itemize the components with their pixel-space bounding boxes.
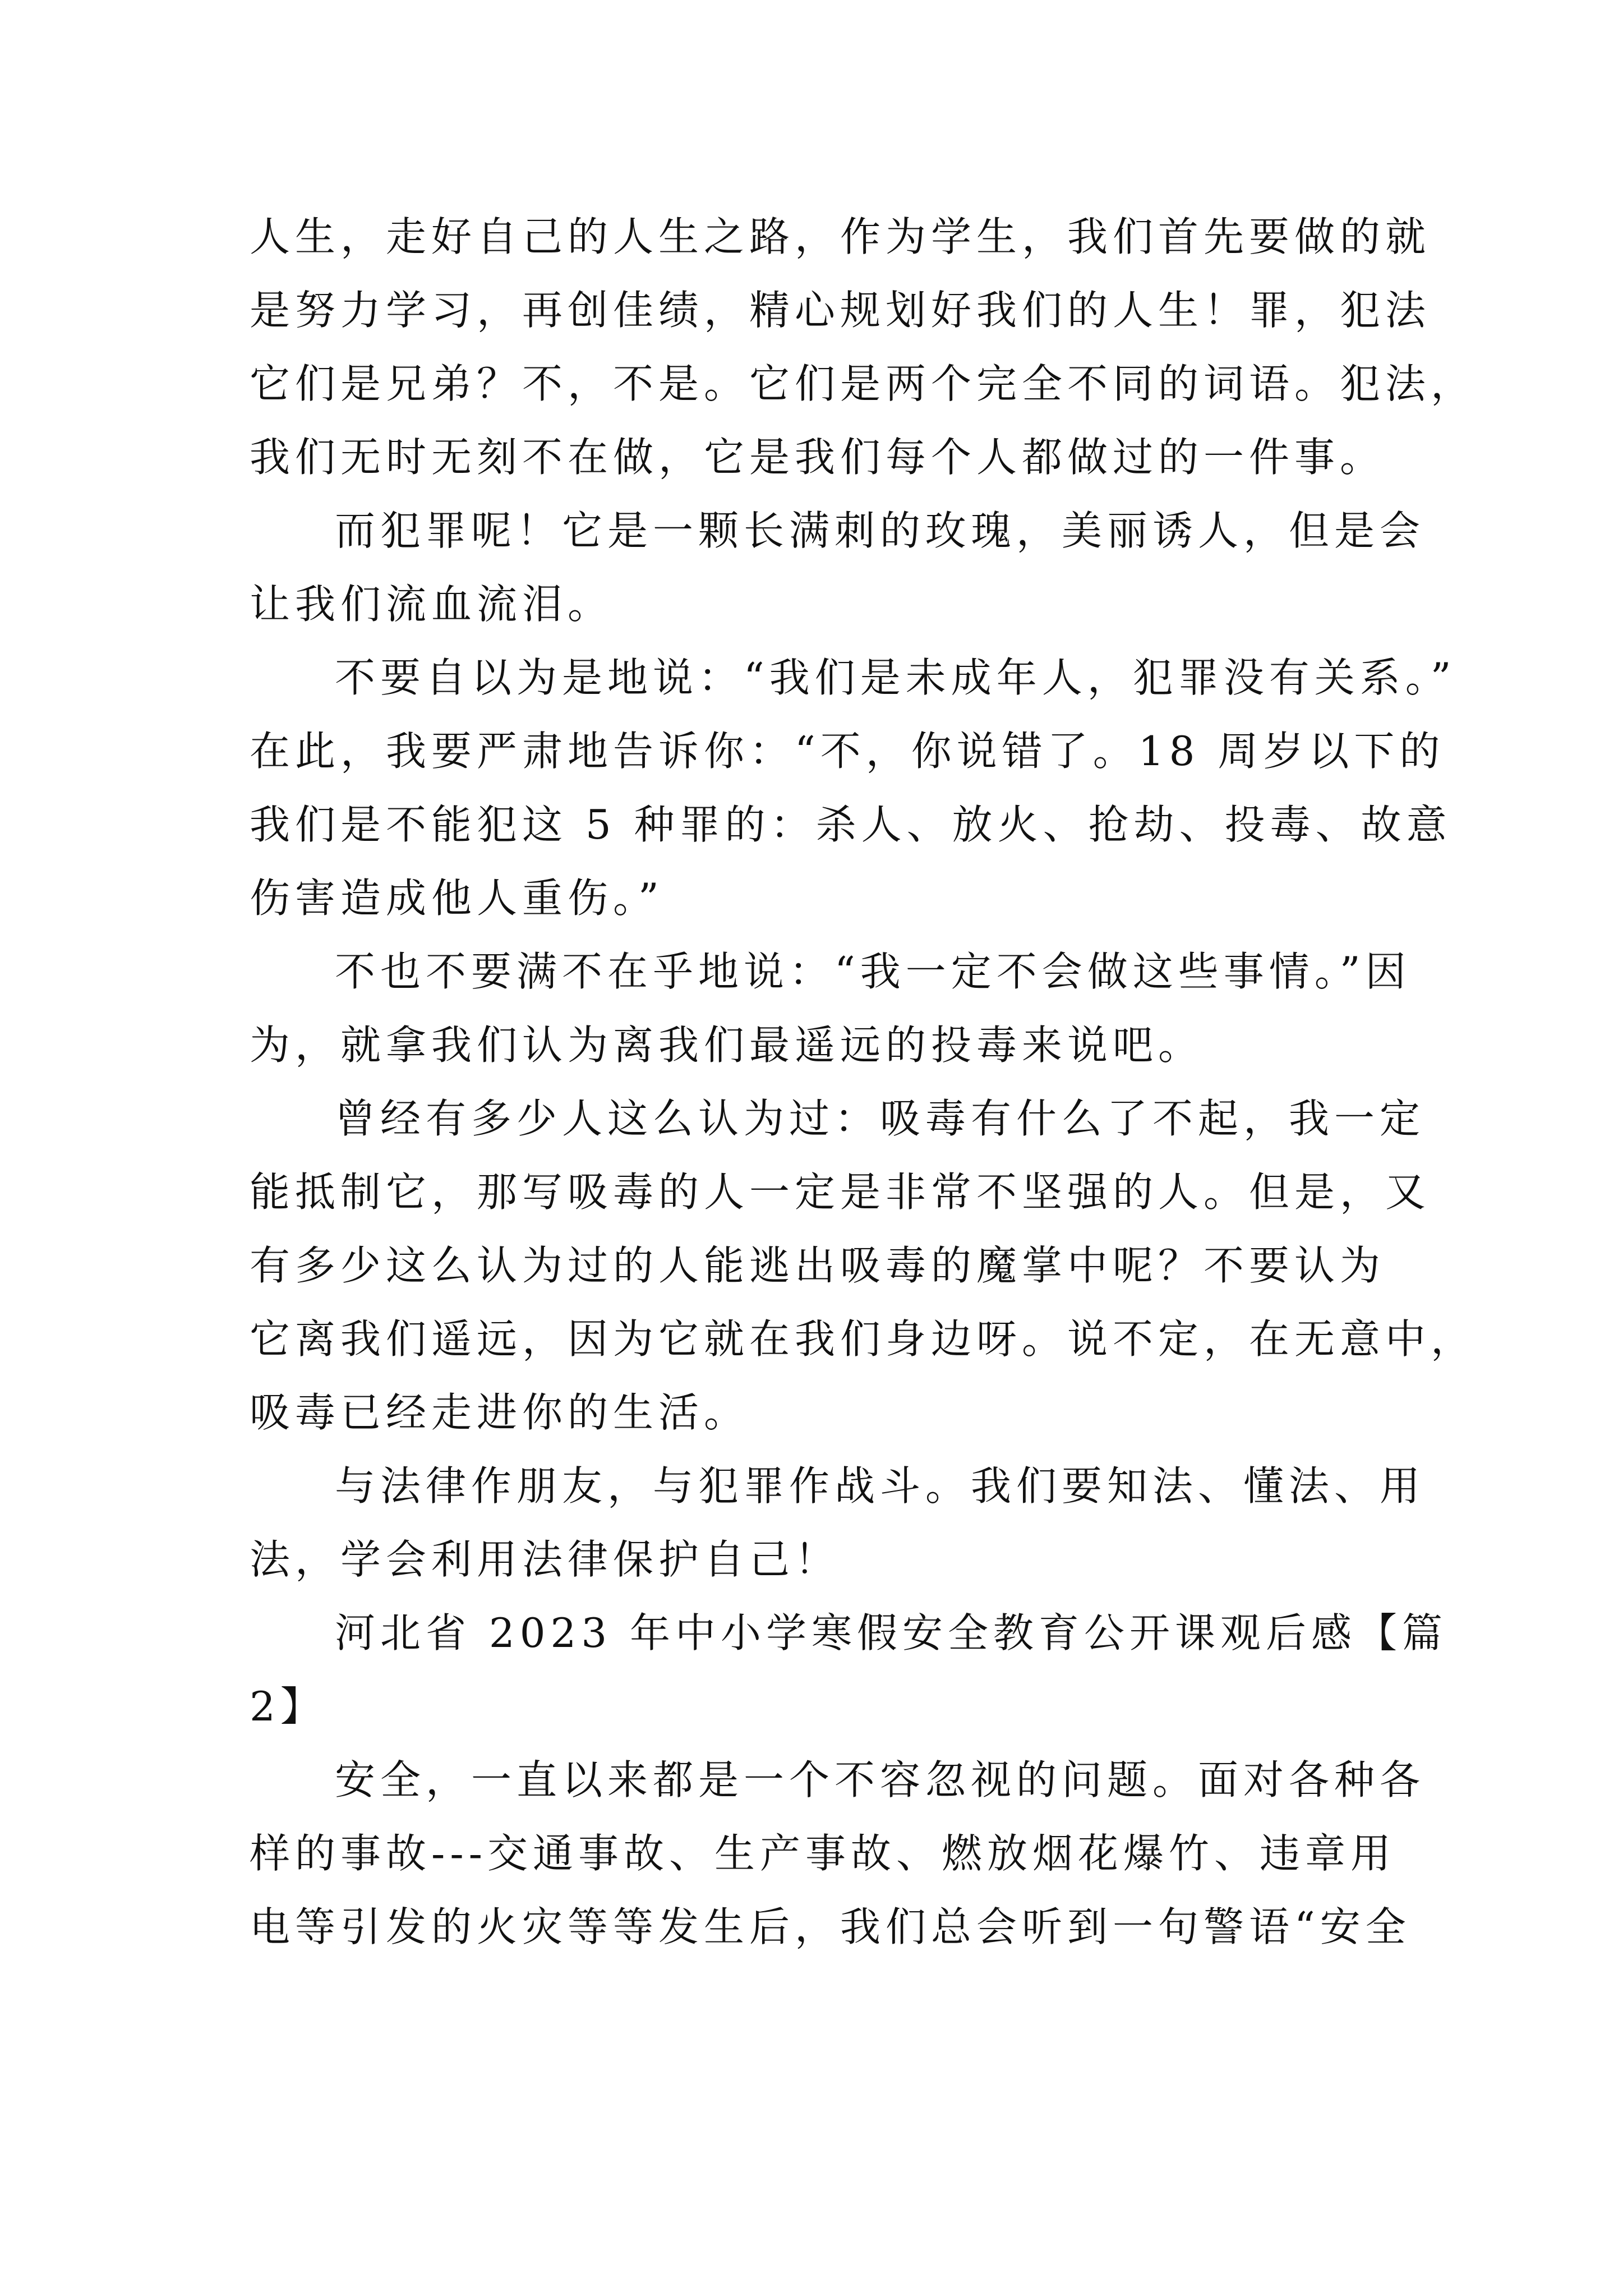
text-line: 有多少这么认为过的人能逃出吸毒的魔掌中呢？不要认为 — [250, 1242, 1386, 1289]
section-heading-continued: 2】 — [250, 1683, 326, 1730]
paragraph-start: 而犯罪呢！它是一颗长满刺的玫瑰，美丽诱人，但是会 — [335, 507, 1426, 554]
paragraph-start: 安全，一直以来都是一个不容忽视的问题。面对各种各 — [335, 1756, 1426, 1803]
paragraph-start: 不也不要满不在乎地说：“我一定不会做这些事情。”因 — [335, 948, 1411, 995]
paragraph-start: 曾经有多少人这么认为过：吸毒有什么了不起，我一定 — [335, 1095, 1426, 1142]
text-line: 样的事故---交通事故、生产事故、燃放烟花爆竹、违章用 — [250, 1830, 1396, 1877]
text-line: 让我们流血流泪。 — [250, 581, 614, 628]
text-line: 我们无时无刻不在做，它是我们每个人都做过的一件事。 — [250, 434, 1386, 481]
text-line: 在此，我要严肃地告诉你：“不，你说错了。18 周岁以下的 — [250, 728, 1445, 775]
text-line: 是努力学习，再创佳绩，精心规划好我们的人生！罪，犯法 — [250, 287, 1431, 334]
text-line: 电等引发的火灾等等发生后，我们总会听到一句警语“安全 — [250, 1903, 1411, 1950]
paragraph-start: 不要自以为是地说：“我们是未成年人，犯罪没有关系。” — [335, 654, 1456, 701]
paragraph-start: 与法律作朋友，与犯罪作战斗。我们要知法、懂法、用 — [335, 1462, 1426, 1510]
text-line: 它们是兄弟？不，不是。它们是两个完全不同的词语。犯法， — [250, 360, 1477, 407]
text-line: 我们是不能犯这 5 种罪的：杀人、放火、抢劫、投毒、故意 — [250, 801, 1452, 848]
text-line: 能抵制它，那写吸毒的人一定是非常不坚强的人。但是，又 — [250, 1168, 1431, 1216]
text-line: 伤害造成他人重伤。” — [250, 875, 664, 922]
text-line: 人生，走好自己的人生之路，作为学生，我们首先要做的就 — [250, 213, 1431, 260]
text-line: 为，就拿我们认为离我们最遥远的投毒来说吧。 — [250, 1022, 1204, 1069]
text-line: 它离我们遥远，因为它就在我们身边呀。说不定，在无意中， — [250, 1315, 1477, 1363]
text-line: 法，学会利用法律保护自己！ — [250, 1536, 841, 1583]
section-heading: 河北省 2023 年中小学寒假安全教育公开课观后感【篇 — [335, 1609, 1448, 1657]
text-line: 吸毒已经走进你的生活。 — [250, 1389, 750, 1436]
